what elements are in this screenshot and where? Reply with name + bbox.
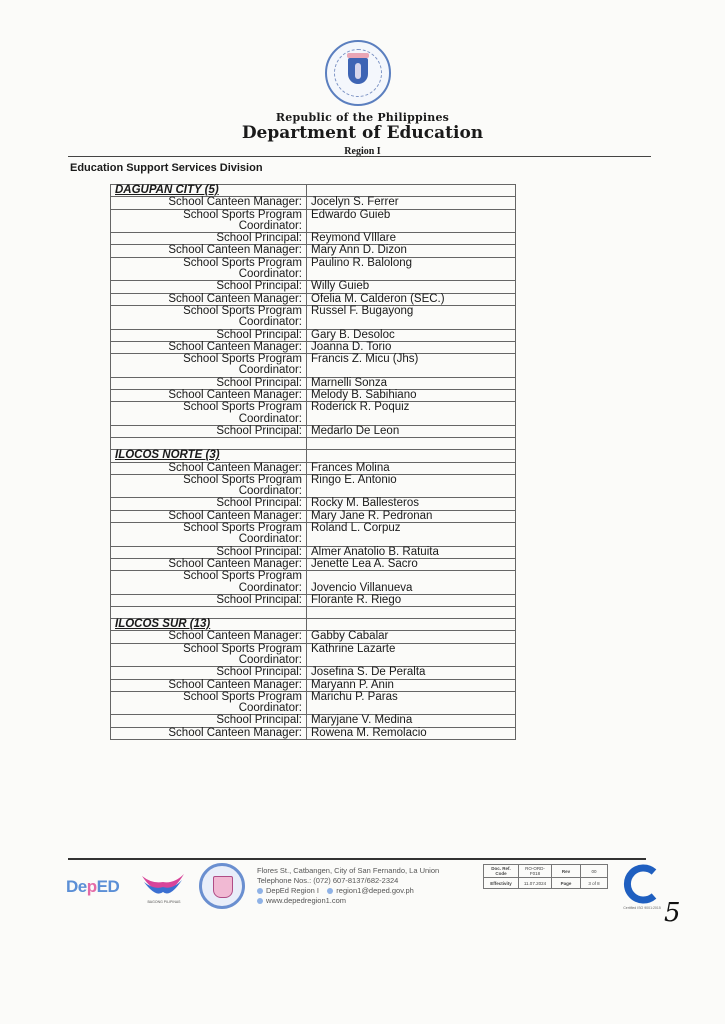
table-row — [111, 209, 516, 233]
header-department: Department of Education — [241, 123, 484, 143]
name-cell: Maryjane V. Medina — [307, 715, 516, 727]
table-row — [111, 305, 516, 329]
role-cell: School Canteen Manager: — [111, 462, 307, 474]
deped-logo-text-b: p — [86, 877, 97, 896]
section-title: ILOCOS NORTE (3) — [111, 450, 307, 462]
empty-cell — [111, 607, 307, 619]
role-cell: School Canteen Manager: — [111, 245, 307, 257]
doc-ref-label: Doc. Ref. Code — [484, 865, 519, 878]
table-row — [111, 571, 516, 595]
role-cell: School Canteen Manager: — [111, 510, 307, 522]
email-link[interactable]: region1@deped.gov.ph — [336, 886, 414, 895]
effectivity-value: 11.07.2024 — [519, 878, 552, 889]
role-line-2: Coordinator: — [238, 412, 302, 425]
role-line-1: School Sports Program — [183, 304, 302, 317]
role-cell — [111, 474, 307, 498]
name-cell: Marnelli Sonza — [307, 377, 516, 389]
section-title: ILOCOS SUR (13) — [111, 619, 307, 631]
role-line-2: Coordinator: — [238, 268, 302, 281]
role-line-1: School Sports Program — [183, 401, 302, 414]
address-line: Flores St., Catbangen, City of San Fernando, La Union — [257, 866, 440, 875]
name-cell: Medarlo De Leon — [307, 425, 516, 437]
name-cell: Willy Guieb — [307, 281, 516, 293]
role-line-1: School Sports Program — [183, 256, 302, 269]
name-cell: Paulino R. Balolong — [307, 257, 516, 281]
empty-cell — [307, 438, 516, 450]
role-line-1: School Sports Program — [183, 642, 302, 655]
name-cell: Edwardo Guieb — [307, 209, 516, 233]
name-cell: Roland L. Corpuz — [307, 523, 516, 547]
role-line-1: School Sports Program — [183, 522, 302, 535]
role-cell: School Principal: — [111, 425, 307, 437]
name-cell: Rocky M. Ballesteros — [307, 498, 516, 510]
name-cell: Jenette Lea A. Sacro — [307, 558, 516, 570]
role-cell — [111, 257, 307, 281]
table-row — [111, 425, 516, 437]
name-cell: Mary Jane R. Pedronan — [307, 510, 516, 522]
deped-logo — [66, 877, 119, 897]
role-cell: School Principal: — [111, 233, 307, 245]
name-cell: Almer Anatolio B. Ratuita — [307, 546, 516, 558]
role-cell: School Principal: — [111, 329, 307, 341]
role-line-2: Coordinator: — [238, 533, 302, 546]
role-cell — [111, 571, 307, 595]
role-cell: School Canteen Manager: — [111, 558, 307, 570]
section-empty-cell — [307, 619, 516, 631]
name-cell: Reymond VIllare — [307, 233, 516, 245]
role-cell: School Canteen Manager: — [111, 341, 307, 353]
role-cell: School Canteen Manager: — [111, 679, 307, 691]
name-cell: Ofelia M. Calderon (SEC.) — [307, 293, 516, 305]
name-cell: Ringo E. Antonio — [307, 474, 516, 498]
table-row — [111, 245, 516, 257]
table-row — [111, 643, 516, 667]
table-row — [111, 594, 516, 606]
name-cell: Josefina S. De Peralta — [307, 667, 516, 679]
table-row — [111, 390, 516, 402]
role-cell: School Principal: — [111, 377, 307, 389]
section-title: DAGUPAN CITY (5) — [111, 185, 307, 197]
iso-certification-logo — [622, 864, 662, 904]
role-cell — [111, 209, 307, 233]
deped-logo-text-c: ED — [96, 877, 120, 896]
table-row — [111, 546, 516, 558]
doc-info-table — [483, 864, 608, 889]
name-cell: Roderick R. Poquiz — [307, 402, 516, 426]
rev-value: 00 — [581, 865, 608, 878]
facebook-text: DepEd Region I — [266, 886, 319, 895]
table-row — [111, 667, 516, 679]
role-line-1: School Sports Program — [183, 690, 302, 703]
role-cell — [111, 402, 307, 426]
section-empty-cell — [307, 450, 516, 462]
name-cell: Mary Ann D. Dizon — [307, 245, 516, 257]
roster-table — [110, 184, 516, 740]
role-cell: School Canteen Manager: — [111, 197, 307, 209]
name-cell: Maryann P. Anin — [307, 679, 516, 691]
table-row — [111, 474, 516, 498]
name-cell: Melody B. Sabihiano — [307, 390, 516, 402]
role-cell: School Canteen Manager: — [111, 293, 307, 305]
table-row — [111, 402, 516, 426]
role-line-2: Coordinator: — [238, 653, 302, 666]
name-cell: Kathrine Lazarte — [307, 643, 516, 667]
role-cell: School Canteen Manager: — [111, 390, 307, 402]
name-cell: Gary B. Desoloc — [307, 329, 516, 341]
effectivity-label: Effectivity — [484, 878, 519, 889]
name-cell: Gabby Cabalar — [307, 631, 516, 643]
section-header-row — [111, 185, 516, 197]
role-cell — [111, 354, 307, 378]
page-label: Page — [552, 878, 581, 889]
table-row — [111, 679, 516, 691]
region-seal-logo — [199, 863, 245, 909]
role-line-1: School Sports Program — [183, 473, 302, 486]
role-line-2: Coordinator: — [238, 485, 302, 498]
role-line-2: Coordinator: — [238, 316, 302, 329]
role-cell — [111, 523, 307, 547]
rev-label: Rev — [552, 865, 581, 878]
table-row — [111, 498, 516, 510]
table-row — [111, 329, 516, 341]
role-cell — [111, 691, 307, 715]
role-cell — [111, 643, 307, 667]
role-cell: School Principal: — [111, 594, 307, 606]
name-cell: Russel F. Bugayong — [307, 305, 516, 329]
role-cell: School Principal: — [111, 546, 307, 558]
name-cell: Rowena M. Remolacio — [307, 727, 516, 739]
page-value: 3 of 8 — [581, 878, 608, 889]
table-row — [111, 510, 516, 522]
globe-icon — [257, 898, 263, 904]
table-row — [111, 691, 516, 715]
role-cell: School Principal: — [111, 281, 307, 293]
empty-cell — [111, 438, 307, 450]
section-empty-cell — [307, 185, 516, 197]
name-cell: Frances Molina — [307, 462, 516, 474]
name-cell: Marichu P. Paras — [307, 691, 516, 715]
table-row — [111, 377, 516, 389]
table-row — [111, 281, 516, 293]
footer-divider — [68, 858, 646, 860]
bagong-pilipinas-caption: BAGONG PILIPINAS — [147, 900, 181, 904]
website-line — [257, 896, 439, 906]
spacer-row — [111, 438, 516, 450]
table-row — [111, 715, 516, 727]
section-header-row — [111, 619, 516, 631]
role-line-2: Coordinator: — [238, 219, 302, 232]
role-line-1: School Sports Program — [183, 570, 302, 583]
role-cell: School Canteen Manager: — [111, 727, 307, 739]
role-line-2: Coordinator: — [238, 702, 302, 715]
deped-seal-logo — [325, 40, 391, 106]
doc-ref-value: RO-ORD-F018 — [519, 865, 552, 878]
role-cell: School Principal: — [111, 498, 307, 510]
role-line-2: Coordinator: — [238, 364, 302, 377]
table-row — [111, 341, 516, 353]
deped-logo-text-a: De — [66, 877, 87, 896]
role-cell: School Principal: — [111, 667, 307, 679]
email-icon — [327, 888, 333, 894]
spacer-row — [111, 607, 516, 619]
social-line — [257, 886, 439, 896]
name-cell: Florante R. Riego — [307, 594, 516, 606]
name-cell: Francis Z. Micu (Jhs) — [307, 354, 516, 378]
role-cell — [111, 305, 307, 329]
role-line-1: School Sports Program — [183, 353, 302, 366]
seal-shield-icon — [348, 58, 368, 84]
role-cell: School Canteen Manager: — [111, 631, 307, 643]
website-link[interactable]: www.depedregion1.com — [266, 896, 347, 905]
handwritten-page-number: 5 — [664, 898, 681, 928]
bagong-pilipinas-logo — [140, 868, 186, 898]
table-row — [111, 631, 516, 643]
table-row — [111, 257, 516, 281]
section-header-row — [111, 450, 516, 462]
table-row — [111, 354, 516, 378]
header-region: Region I — [344, 146, 381, 157]
telephone-line: Telephone Nos.: (072) 607-8137/682-2324 — [257, 876, 399, 885]
table-row — [111, 462, 516, 474]
iso-ring — [627, 868, 654, 900]
empty-cell — [307, 607, 516, 619]
table-row — [111, 727, 516, 739]
iso-caption: Certified ISO 9001:2015 — [623, 906, 661, 910]
division-title: Education Support Services Division — [70, 162, 263, 174]
table-row — [111, 293, 516, 305]
role-line-1: School Sports Program — [183, 208, 302, 221]
role-line-2: Coordinator: — [238, 581, 302, 594]
footer-address — [257, 866, 439, 906]
facebook-icon — [257, 888, 263, 894]
name-cell: Jocelyn S. Ferrer — [307, 197, 516, 209]
name-cell: Jovencio Villanueva — [307, 571, 516, 595]
table-row — [111, 197, 516, 209]
table-row — [111, 233, 516, 245]
header-republic: Republic of the Philippines — [275, 111, 450, 124]
table-row — [111, 523, 516, 547]
header-divider — [68, 156, 651, 157]
role-cell: School Principal: — [111, 715, 307, 727]
name-cell: Joanna D. Torio — [307, 341, 516, 353]
table-row — [111, 558, 516, 570]
